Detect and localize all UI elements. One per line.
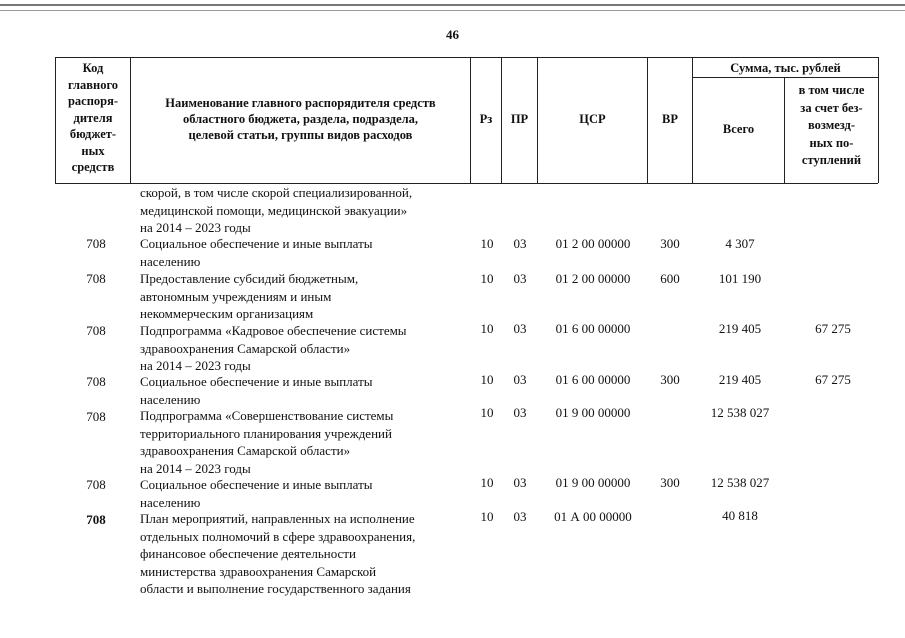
page-number: 46	[446, 27, 459, 42]
row-pr: 03	[513, 475, 527, 490]
header-incl-line: в том числе	[798, 83, 865, 97]
row-name-line: План мероприятий, направленных на исполнение	[140, 511, 415, 526]
header-name-line: Наименование главного распорядителя средств	[165, 96, 436, 110]
row-name-line: некоммерческим организациям	[140, 306, 314, 321]
row-csr: 01 2 00 00000	[555, 271, 631, 286]
row-vr: 300	[660, 475, 680, 490]
row-name-line: населению	[140, 253, 201, 269]
row-csr: 01 6 00 00000	[555, 321, 631, 336]
row-total: 40 818	[722, 508, 758, 523]
header-incl-line: за счет без-	[800, 100, 863, 115]
row-name-line: медицинской помощи, медицинской эвакуации»	[140, 202, 408, 218]
row-name	[140, 407, 470, 477]
row-code: 708	[86, 409, 106, 424]
header-sum-divider	[692, 77, 878, 78]
row-rz: 10	[480, 236, 494, 251]
row-name-line: Социальное обеспечение и иные выплаты	[140, 477, 373, 492]
row-code: 708	[86, 271, 106, 286]
header-code-line: средств	[71, 160, 115, 174]
row-rz: 10	[480, 271, 494, 286]
row-name-line: Подпрограмма «Кадровое обеспечение системы	[140, 323, 407, 338]
row-rz: 10	[480, 372, 494, 387]
header-incl-line: ступлений	[801, 153, 862, 167]
row-total: 219 405	[718, 321, 762, 336]
row-name-line: населению	[140, 391, 201, 407]
row-code: 708	[86, 512, 106, 527]
row-name-line: финансовое обеспечение деятельности	[140, 546, 356, 561]
row-csr: 01 6 00 00000	[555, 372, 631, 387]
row-incl: 67 275	[815, 372, 851, 387]
row-name	[140, 510, 470, 598]
header-name-line: областного бюджета, раздела, подраздела,	[182, 112, 419, 126]
row-name	[140, 476, 470, 511]
header-csr: ЦСР	[579, 112, 606, 126]
row-rz: 10	[480, 321, 494, 336]
col-border	[878, 57, 879, 183]
header-code-line: главного	[67, 77, 119, 92]
row-name	[140, 184, 470, 237]
row-name-line: здравоохранения Самарской области»	[140, 340, 351, 356]
row-code: 708	[86, 323, 106, 338]
row-csr: 01 9 00 00000	[555, 405, 631, 420]
header-name-line: целевой статьи, группы видов расходов	[188, 128, 413, 142]
row-name-line: населению	[140, 494, 201, 510]
header-top-border	[55, 57, 878, 58]
header-rz: Рз	[479, 112, 493, 126]
row-total: 219 405	[718, 372, 762, 387]
row-name-line: на 2014 – 2023 годы	[140, 220, 251, 235]
row-rz: 10	[480, 475, 494, 490]
header-total: Всего	[722, 122, 755, 136]
row-name	[140, 373, 470, 408]
header-code-line: ных	[81, 143, 105, 158]
row-rz: 10	[480, 509, 494, 524]
row-total: 12 538 027	[710, 475, 770, 490]
row-name-line: Подпрограмма «Совершенствование системы	[140, 408, 394, 423]
header-incl-line: ных по-	[809, 135, 854, 150]
row-csr: 01 2 00 00000	[555, 236, 631, 251]
row-pr: 03	[513, 271, 527, 286]
row-code: 708	[86, 236, 106, 251]
row-csr: 01 9 00 00000	[555, 475, 631, 490]
row-incl: 67 275	[815, 321, 851, 336]
row-name-line: территориального планирования учреждений	[140, 425, 392, 441]
row-name-line: отдельных полномочий в сфере здравоохранения,	[140, 528, 416, 544]
header-sum: Сумма, тыс. рублей	[730, 61, 841, 75]
row-rz: 10	[480, 405, 494, 420]
row-vr: 300	[660, 236, 680, 251]
row-name-line: Предоставление субсидий бюджетным,	[140, 271, 359, 286]
row-code: 708	[86, 374, 106, 389]
row-name	[140, 270, 470, 323]
row-total: 101 190	[718, 271, 762, 286]
header-vr: ВР	[662, 112, 678, 126]
header-incl-line: возмезд-	[807, 118, 856, 132]
row-name-line: Социальное обеспечение и иные выплаты	[140, 374, 373, 389]
row-name-line: министерства здравоохранения Самарской	[140, 563, 377, 579]
row-name-line: Социальное обеспечение и иные выплаты	[140, 236, 373, 251]
header-incl	[785, 82, 878, 170]
row-vr: 300	[660, 372, 680, 387]
row-name-line: на 2014 – 2023 годы	[140, 358, 251, 373]
header-name	[131, 95, 470, 143]
row-pr: 03	[513, 236, 527, 251]
row-pr: 03	[513, 372, 527, 387]
scan-edge-line	[0, 10, 905, 11]
row-total: 12 538 027	[710, 405, 770, 420]
row-name	[140, 322, 470, 375]
row-total: 4 307	[725, 236, 755, 251]
row-csr: 01 А 00 00000	[554, 509, 632, 524]
header-code-line: дителя	[73, 110, 113, 125]
row-name-line: области и выполнение государственного задания	[140, 581, 411, 596]
header-pr: ПР	[510, 112, 529, 126]
row-name-line: скорой, в том числе скорой специализированной,	[140, 185, 413, 200]
header-code	[56, 60, 130, 176]
row-name-line: автономным учреждениям и иным	[140, 288, 332, 304]
header-code-line: бюджет-	[69, 127, 117, 141]
row-name-line: на 2014 – 2023 годы	[140, 460, 251, 476]
row-pr: 03	[513, 321, 527, 336]
row-pr: 03	[513, 405, 527, 420]
scan-edge-line	[0, 4, 905, 6]
row-code: 708	[86, 477, 106, 492]
row-pr: 03	[513, 509, 527, 524]
row-name	[140, 235, 470, 270]
header-code-line: Код	[82, 61, 104, 75]
row-name-line: здравоохранения Самарской области»	[140, 443, 351, 458]
row-vr: 600	[660, 271, 680, 286]
header-code-line: распоря-	[67, 94, 119, 108]
